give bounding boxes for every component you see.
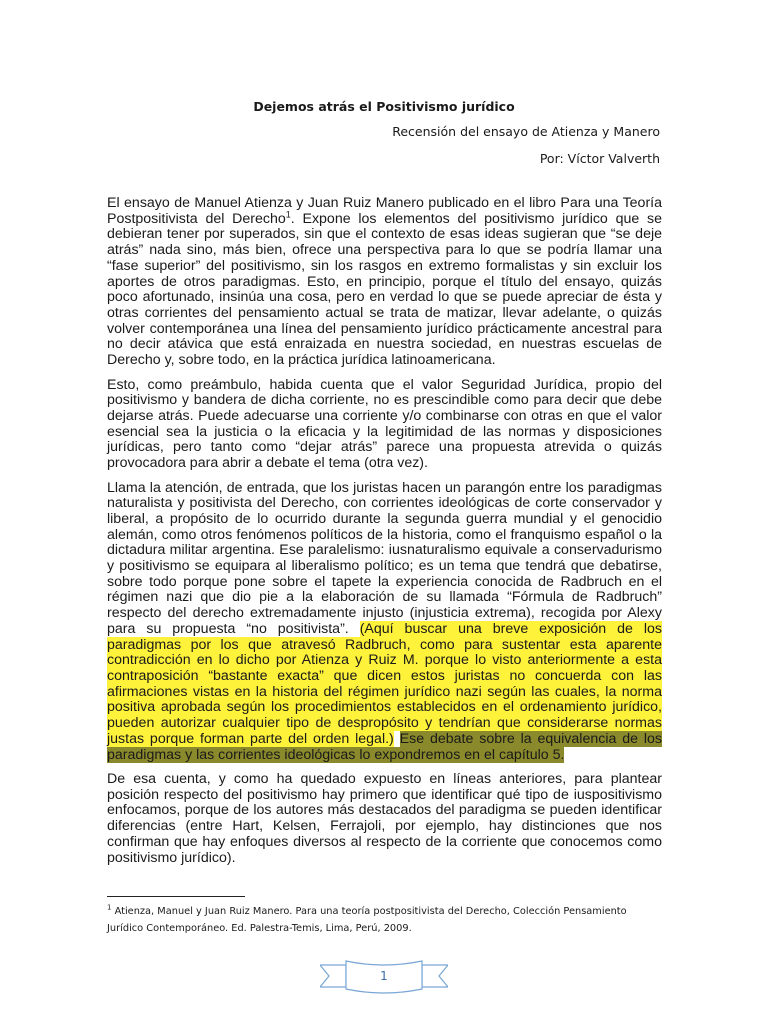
footnote bbox=[107, 903, 662, 937]
paragraph-1 bbox=[107, 196, 662, 369]
footnote-reference[interactable]: 1 bbox=[285, 208, 291, 219]
paragraph-3-gap bbox=[394, 731, 400, 747]
paragraph-1-text-a: El ensayo de Manuel Atienza y Juan Ruiz Manero publicado en el libro Para una Teoría Postpositivista del Derecho bbox=[107, 195, 662, 227]
paragraph-1-text-b: . Expone los elementos del positivismo jurídico que se debieran tener por superados, sin que el contexto de esas ideas sugieran que “se deje atrás” nada sino, más bien, ofrece una perspectiva para lo que se podría llamar una “fase superior” del positivismo, sin los rasgos en extremo formalistas y sin excluir los aportes de otros paradigmas. Esto, en principio, porque el título del ensayo, quizás poco afortunado, insinúa una cosa, pero en verdad lo que se puede apreciar de ésta y otras corrientes del pensamiento actual se trata de matizar, llevar adelante, o quizás volver contemporánea una línea del pensamiento jurídico prácticamente ancestral para no decir atávica que está enraizada en nuestra sociedad, en nuestras escuelas de Derecho y, sobre todo, en la práctica jurídica latinoamericana. bbox=[107, 210, 662, 369]
footnote-text: Atienza, Manuel y Juan Ruiz Manero. Para una teoría postpositivista del Derecho, Colección Pensamiento Jurídico Contemporáneo. Ed. Palestra-Temis, Lima, Perú, 2009. bbox=[107, 906, 627, 934]
highlight-yellow-note: (Aquí buscar una breve exposición de los paradigmas por los que atravesó Radbruch, como para sustentar esta aparente contradicción en lo dicho por Atienza y Ruiz M. porque lo visto anteriormente a esta contraposición “bastante exacta” que dicen estos juristas no concuerda con las afirmaciones vistas en la historia del régimen jurídico nazi según las cuales, la norma positiva aprobada según los procedimientos establecidos en el ordenamiento jurídico, pueden autorizar cualquier tipo de despropósito y tendrían que considerarse normas justas porque forman parte del orden legal.) bbox=[107, 620, 663, 747]
document-author: Por: Víctor Valverth bbox=[539, 151, 660, 166]
paragraph-4: De esa cuenta, y como ha quedado expuesto en líneas anteriores, para plantear posición respecto del positivismo hay primero que identificar qué tipo de iuspositivismo enfocamos, porque de los autores más destacados del paradigma se pueden identificar diferencias (entre Hart, Kelsen, Ferrajoli, por ejemplo, hay distinciones que nos confirman que hay enfoques diversos al respecto de la corriente que conocemos como positivismo jurídico). bbox=[107, 771, 662, 866]
ribbon-left-tail bbox=[320, 965, 346, 987]
paragraph-3 bbox=[107, 481, 662, 764]
paragraph-2: Esto, como preámbulo, habida cuenta que el valor Seguridad Jurídica, propio del positivismo y bandera de dicha corriente, no es prescindible como para decir que debe dejarse atrás. Puede adecuarse una corriente y/o combinarse con otras en que el valor esencial sea la justicia o la eficacia y la legitimidad de las normas y disposiciones jurídicas, pero tanto como “dejar atrás” parece una propuesta atrevida o quizás provocadora para abrir a debate el tema (otra vez). bbox=[107, 376, 662, 472]
document-body bbox=[107, 196, 662, 875]
document-title: Dejemos atrás el Positivismo jurídico bbox=[253, 99, 515, 114]
ribbon-right-tail bbox=[422, 965, 448, 987]
paragraph-3-text: Llama la atención, de entrada, que los juristas hacen un parangón entre los paradigmas naturalista y positivista del Derecho, con corrientes ideológicas de corte conservador y liberal, a propósito de lo ocurrido durante la segunda guerra mundial y el genocidio alemán, como otros fenómenos políticos de la historia, como el franquismo español o la dictadura militar argentina. Ese paralelismo: iusnaturalismo equivale a conservadurismo y positivismo se equipara al liberalismo político; es un tema que tendrá que debatirse, sobre todo porque pone sobre el tapete la experiencia conocida de Radbruch en el régimen nazi que dio pie a la elaboración de su llamada “Fórmula de Radbruch” respecto del derecho extremadamente injusto (injusticia extrema), recogida por Alexy para su propuesta “no positivista”. bbox=[107, 479, 662, 637]
document-subtitle: Recensión del ensayo de Atienza y Manero bbox=[392, 124, 660, 139]
footnote-marker: 1 bbox=[107, 903, 112, 912]
footnote-separator bbox=[107, 896, 245, 897]
page-number: 1 bbox=[380, 969, 388, 983]
highlight-olive-note: Ese debate sobre la equivalencia de los paradigmas y las corrientes ideológicas lo expondremos en el capítulo 5. bbox=[107, 730, 662, 763]
